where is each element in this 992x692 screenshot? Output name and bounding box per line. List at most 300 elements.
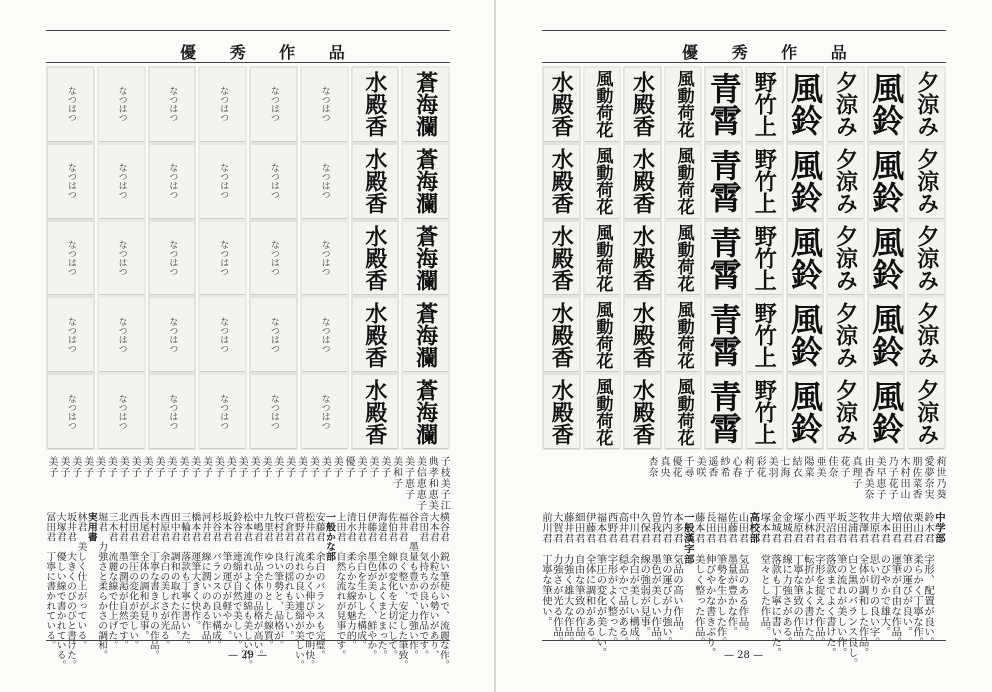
calligraphy-text: なつはつ — [319, 163, 330, 200]
critique-column: 牧澤君 全体が調和した作品。 — [856, 512, 869, 658]
critique-column: 田中君 調和の取れた作品。 — [168, 512, 180, 641]
calligraphy-text: 水殿香 — [361, 148, 388, 215]
name-column: 結衣 — [790, 456, 801, 478]
critique-column: 河井君 線に潤いのある作品。 — [199, 512, 211, 650]
student-names — [46, 456, 450, 510]
critique-column: 大塚君 優しい線で書かれている。 — [54, 512, 66, 670]
calligraphy-work — [150, 68, 195, 142]
calligraphy-text: 水殿香 — [629, 71, 656, 138]
calligraphy-work — [150, 298, 195, 372]
calligraphy-work — [625, 375, 660, 449]
calligraphy-work — [302, 375, 347, 449]
calligraphy-work — [150, 222, 195, 296]
name-column: 朋佐菜香 — [910, 456, 921, 500]
calligraphy-work — [353, 298, 398, 372]
gallery-column — [786, 66, 825, 450]
name-column: 莉子 — [742, 456, 753, 478]
calligraphy-work — [99, 298, 144, 372]
calligraphy-text: なつはつ — [65, 163, 76, 200]
calligraphy-work — [666, 298, 701, 372]
footer-rule — [46, 640, 450, 641]
calligraphy-text: 風動荷花 — [673, 223, 694, 292]
calligraphy-text: 夕涼み — [913, 71, 940, 138]
calligraphy-text: 蒼海瀾 — [412, 224, 439, 291]
calligraphy-text: 風動荷花 — [673, 300, 694, 369]
calligraphy-work — [828, 298, 863, 372]
name-column: 遥香 — [706, 456, 717, 478]
calligraphy-text: 青霄 — [704, 72, 743, 137]
calligraphy-text: 風鈴 — [867, 72, 906, 137]
calligraphy-work — [585, 375, 620, 449]
name-column: 真理子 — [850, 456, 861, 489]
calligraphy-text: なつはつ — [268, 163, 279, 200]
name-column: 美羽 — [766, 456, 777, 478]
name-column: 美子 — [366, 456, 378, 478]
calligraphy-work — [99, 68, 144, 142]
calligraphy-text: 水殿香 — [629, 224, 656, 291]
page-title: 優 秀 作 品 — [180, 43, 359, 62]
critique-column: 西田君 筆圧の変化が美しい。 — [127, 512, 139, 650]
critique-column: 上田君 自然な流れが見事です。 — [334, 512, 346, 660]
calligraphy-work — [99, 145, 144, 219]
calligraphy-text: 水殿香 — [548, 71, 575, 138]
critique-column: 北村君 墨の潤渇が自然です。 — [116, 512, 128, 650]
gallery-column — [249, 66, 298, 450]
calligraphy-text: なつはつ — [167, 86, 178, 123]
calligraphy-text: なつはつ — [218, 239, 229, 276]
calligraphy-work — [909, 222, 944, 296]
critique-column: 牧村君 良い筆勢と、品格が。 — [272, 512, 284, 650]
calligraphy-text: 風鈴 — [867, 302, 906, 367]
calligraphy-text: なつはつ — [319, 86, 330, 123]
critique-column: 林君 美しく仕上がっている。 — [75, 512, 87, 650]
critique-column: 藤本君 美しく整った作品。 — [692, 512, 705, 648]
calligraphy-work — [403, 68, 448, 142]
header-rule — [542, 30, 946, 31]
gallery-column — [664, 66, 703, 450]
calligraphy-work — [353, 375, 398, 449]
calligraphy-work — [403, 222, 448, 296]
name-column: 優花 — [670, 456, 681, 478]
calligraphy-text: 野竹上 — [751, 148, 778, 215]
calligraphy-work — [666, 222, 701, 296]
calligraphy-text: なつはつ — [268, 393, 279, 430]
calligraphy-work — [544, 222, 579, 296]
calligraphy-text: なつはつ — [116, 393, 127, 430]
calligraphy-text: 蒼海瀾 — [412, 148, 439, 215]
section-heading: 中学部 — [932, 512, 945, 544]
critique-column: 高井君 穏やかで品がある。 — [616, 512, 629, 648]
critique-column: 冨田君 丁寧に書かれている。 — [44, 512, 56, 650]
calligraphy-work — [48, 145, 93, 219]
calligraphy-text: なつはつ — [116, 239, 127, 276]
calligraphy-work — [544, 298, 579, 372]
calligraphy-text: なつはつ — [167, 393, 178, 430]
calligraphy-work — [625, 68, 660, 142]
name-column: 美子 — [354, 456, 366, 478]
calligraphy-text: 風動荷花 — [673, 147, 694, 216]
calligraphy-work — [200, 145, 245, 219]
calligraphy-work — [302, 298, 347, 372]
critique-column: 松井君 柔らかく伸びやかで明快。 — [303, 512, 315, 670]
critique-column: 長田君 伸びやかな書きぶり。 — [703, 512, 716, 658]
calligraphy-text: 風動荷花 — [592, 147, 613, 216]
title-rule — [542, 62, 946, 63]
critique-column: 藤井君 力強く雄大な作品。 — [561, 512, 574, 648]
name-column: 美子 — [319, 456, 331, 478]
critique-column: 坂本君 筆の運びが軽やか。 — [220, 512, 232, 641]
name-column: 七海 — [778, 456, 789, 478]
calligraphy-work — [869, 145, 904, 219]
calligraphy-text: 風動荷花 — [592, 300, 613, 369]
gallery-column — [745, 66, 784, 450]
calligraphy-work — [869, 68, 904, 142]
page-number: — 28 — — [724, 650, 764, 661]
name-column: 美子 — [188, 456, 200, 478]
calligraphy-text: なつはつ — [65, 86, 76, 123]
critique-column: 松本君 流れよく連綿も美しい作。 — [241, 512, 253, 670]
calligraphy-text: 夕涼み — [913, 378, 940, 445]
name-column: 美子 — [248, 456, 259, 478]
critique-column: 鈴木君 字形、配置が良い。 — [922, 512, 935, 648]
critique-column: 中嶋君 作品全体の品格が高い。 — [251, 512, 263, 660]
calligraphy-work — [666, 145, 701, 219]
critique-column: 海達君 全体がよくまとまった。 — [375, 512, 387, 660]
calligraphy-text: 風動荷花 — [673, 70, 694, 139]
critique-column: 依田君 筆の運びが良い。 — [900, 512, 913, 637]
gallery-column — [623, 66, 662, 450]
calligraphy-work — [403, 145, 448, 219]
calligraphy-work — [353, 145, 398, 219]
calligraphy-work — [747, 222, 782, 296]
calligraphy-work — [909, 298, 944, 372]
critique-column: 芝浦君 白と黒のバランス良し。 — [845, 512, 858, 669]
name-column: 美子 — [378, 456, 390, 478]
calligraphy-work — [785, 68, 824, 142]
name-column: 美子 — [57, 456, 69, 478]
calligraphy-work — [150, 375, 195, 449]
critique-column: 細田君 自由な筆致の作品。 — [572, 512, 585, 648]
calligraphy-text: 水殿香 — [629, 148, 656, 215]
calligraphy-text: なつはつ — [268, 86, 279, 123]
calligraphy-work — [869, 222, 904, 296]
calligraphy-work — [666, 68, 701, 142]
critique-column: 佐伯君 線の変化を大切にして。 — [386, 512, 398, 660]
critique-column: 山田君 気品のある作品。 — [736, 512, 749, 637]
critique-column: 音田君 気持ちの良い作品です。 — [417, 512, 429, 660]
calligraphy-work — [353, 222, 398, 296]
calligraphy-text: 風鈴 — [785, 379, 824, 444]
critique-column: 福田君 筆勢を生かした作。 — [714, 512, 727, 648]
name-column: 愛夢奈実 — [922, 456, 933, 500]
calligraphy-work — [200, 222, 245, 296]
calligraphy-text: 水殿香 — [548, 224, 575, 291]
critique-column: 曽我君 墨色が美しい作品。 — [649, 512, 662, 648]
name-column: 由香美奈 — [862, 456, 873, 500]
calligraphy-work — [747, 375, 782, 449]
calligraphy-work — [706, 375, 741, 449]
calligraphy-text: 夕涼み — [832, 148, 859, 215]
name-column: 美子 — [93, 456, 105, 478]
calligraphy-text: 風鈴 — [785, 225, 824, 290]
calligraphy-text: 水殿香 — [361, 71, 388, 138]
name-column: 莉世乃葵 — [934, 456, 945, 500]
name-column: 亜美 — [814, 456, 825, 478]
critique-column: 戸倉君 行の揺れも美しい。 — [282, 512, 294, 641]
name-column: 優子 — [343, 456, 355, 478]
calligraphy-text: なつはつ — [65, 393, 76, 430]
calligraphy-work — [747, 145, 782, 219]
calligraphy-work — [48, 68, 93, 142]
critique-column: 横谷君 鋭い筆使いで、流麗な作。 — [437, 512, 449, 670]
calligraphy-text: なつはつ — [116, 163, 127, 200]
critique-column: 大本君 のびやかで雄大。 — [878, 512, 891, 637]
name-column: 花子 — [838, 456, 849, 478]
calligraphy-text: 風動荷花 — [592, 223, 613, 292]
name-column: 美子 — [212, 456, 224, 478]
critique-column: 安藤君 余白のバランスも完璧。 — [313, 512, 325, 660]
critique-column: 中川君 余白が美しい構成。 — [627, 512, 640, 648]
gallery-column — [542, 66, 581, 450]
calligraphy-text: なつはつ — [319, 239, 330, 276]
calligraphy-work — [706, 222, 741, 296]
name-column: 彩花 — [754, 456, 765, 478]
calligraphy-text: 水殿香 — [548, 148, 575, 215]
student-names — [542, 456, 946, 510]
name-column: 美子 — [200, 456, 212, 478]
gallery-column — [351, 66, 400, 450]
page-number: — 29 — — [228, 650, 268, 661]
gallery-column — [401, 66, 450, 450]
name-column: 美信恵恵子 — [414, 456, 426, 511]
calligraphy-work — [909, 68, 944, 142]
name-column: 佳奈 — [826, 456, 837, 478]
critique-column: 大賀君 力強さが光る作品。 — [550, 512, 563, 648]
calligraphy-work — [909, 375, 944, 449]
calligraphy-text: なつはつ — [268, 239, 279, 276]
critique-column: 大本君 小粒ながら勢いがあり、 — [427, 512, 439, 660]
critique-column: 栗山君 柔らかく丁寧な作。 — [911, 512, 924, 648]
calligraphy-work — [706, 298, 741, 372]
name-column: 美子 — [307, 456, 319, 478]
calligraphy-work — [99, 222, 144, 296]
calligraphy-text: 風動荷花 — [592, 70, 613, 139]
calligraphy-text: 青霄 — [704, 302, 743, 367]
gallery-column — [198, 66, 247, 450]
calligraphy-text: 野竹上 — [751, 378, 778, 445]
critique-column: 鈴谷君 連綿が自然で美しい。 — [230, 512, 242, 650]
calligraphy-text: 夕涼み — [913, 148, 940, 215]
calligraphy-work — [828, 145, 863, 219]
critique-column: 三木君 流麗な線で仕上げた。 — [106, 512, 118, 650]
section-heading: 一般漢字部 — [681, 512, 694, 565]
calligraphy-text: 夕涼み — [832, 224, 859, 291]
calligraphy-text: 風鈴 — [867, 149, 906, 214]
calligraphy-text: 風動荷花 — [673, 377, 694, 446]
calligraphy-text: 水殿香 — [629, 301, 656, 368]
calligraphy-text: なつはつ — [218, 393, 229, 430]
name-column: 美子 — [105, 456, 117, 478]
name-column: 美子 — [152, 456, 164, 478]
calligraphy-work — [869, 298, 904, 372]
calligraphy-text: なつはつ — [218, 316, 229, 353]
name-column: 千尋 — [682, 456, 693, 478]
right-page — [496, 0, 992, 692]
calligraphy-work — [48, 298, 93, 372]
name-column: 真央 — [658, 456, 669, 478]
name-column: 陽菜 — [802, 456, 813, 478]
calligraphy-text: 蒼海瀾 — [412, 378, 439, 445]
calligraphy-work — [251, 298, 296, 372]
critique-column: 西原君 余白の美しさが光る。 — [158, 512, 170, 650]
calligraphy-text: なつはつ — [167, 239, 178, 276]
name-column: 美子 — [295, 456, 307, 478]
calligraphy-text: 水殿香 — [361, 224, 388, 291]
calligraphy-text: 水殿香 — [548, 301, 575, 368]
critique-column: 井原君 思い切りの良い字。 — [867, 512, 880, 648]
name-column: 美子 — [271, 456, 283, 478]
calligraphy-text: 青霄 — [704, 225, 743, 290]
calligraphy-text: 青霄 — [704, 379, 743, 444]
calligraphy-work — [828, 68, 863, 142]
name-column: 美子 — [141, 456, 153, 478]
critique-column: 金城君 落款も丁寧に書いた。 — [769, 512, 782, 658]
name-column: 美子 — [46, 456, 57, 478]
calligraphy-text: なつはつ — [116, 86, 127, 123]
critique-column: 九里君 ゆったりとした線質。 — [261, 512, 273, 650]
section-heading: 一般かな部 — [324, 512, 336, 562]
name-column: 杏奈 — [646, 456, 657, 478]
calligraphy-work — [200, 375, 245, 449]
name-column: 美子 — [81, 456, 93, 478]
calligraphy-work — [251, 145, 296, 219]
calligraphy-text: 水殿香 — [361, 378, 388, 445]
critique-column: 日井君 余白を生かした構成。 — [355, 512, 367, 650]
calligraphy-work — [785, 222, 824, 296]
section-heading: 実用書 — [85, 512, 97, 542]
name-column: 典孝和恵美 — [426, 456, 438, 511]
calligraphy-work — [200, 68, 245, 142]
calligraphy-text: 風鈴 — [785, 72, 824, 137]
name-column: 美子 — [117, 456, 129, 478]
name-column: 紗希 — [718, 456, 729, 478]
critique-column: 小林君 転折がよく書けた。 — [801, 512, 814, 648]
calligraphy-work — [785, 375, 824, 449]
gallery-column — [300, 66, 349, 450]
calligraphy-text: 風鈴 — [867, 379, 906, 444]
name-column: 美子 — [283, 456, 295, 478]
calligraphy-work — [403, 375, 448, 449]
calligraphy-text: なつはつ — [218, 163, 229, 200]
calligraphy-text: 風鈴 — [785, 149, 824, 214]
calligraphy-text: 風鈴 — [785, 302, 824, 367]
calligraphy-text: 夕涼み — [832, 378, 859, 445]
name-column: 木村田山 — [898, 456, 909, 500]
calligraphy-work — [828, 375, 863, 449]
critique-column: 木村君 丁寧な書きぶりの作品。 — [147, 512, 159, 660]
calligraphy-text: 野竹上 — [751, 301, 778, 368]
gallery-column — [704, 66, 743, 450]
name-column: 美咲 — [694, 456, 705, 478]
works-gallery — [542, 66, 946, 450]
calligraphy-work — [785, 145, 824, 219]
critique-column: 伊藤君 墨色が美しく、鮮やか。 — [365, 512, 377, 660]
calligraphy-work — [747, 298, 782, 372]
name-column: 美子 — [69, 456, 81, 478]
works-gallery — [46, 66, 450, 450]
name-column: 美子 — [164, 456, 176, 478]
calligraphy-work — [544, 375, 579, 449]
critique-column: 西野君 字形がよく整った。 — [605, 512, 618, 648]
calligraphy-work — [706, 68, 741, 142]
calligraphy-work — [251, 68, 296, 142]
calligraphy-text: なつはつ — [268, 316, 279, 353]
header-rule — [46, 30, 450, 31]
calligraphy-text: 青霄 — [704, 149, 743, 214]
critique-column: 杉谷君 バランスの良い構成。 — [210, 512, 222, 650]
critique-column: 本多君 気品の高い作品。 — [670, 512, 683, 637]
critique-column: 前川君 丁寧な筆使い。 — [539, 512, 552, 627]
footer-rule — [542, 640, 946, 641]
calligraphy-text: なつはつ — [167, 316, 178, 353]
name-column: 美子 — [236, 456, 248, 478]
calligraphy-work — [585, 298, 620, 372]
calligraphy-work — [251, 375, 296, 449]
calligraphy-work — [785, 298, 824, 372]
critique-column: 西沢君 字形を捉えた作品。 — [812, 512, 825, 648]
critique-column: 増田君 運筆が自由な作品。 — [889, 512, 902, 648]
calligraphy-work — [625, 222, 660, 296]
critique-column: 塚本君 堂々とした作品。 — [758, 512, 771, 637]
calligraphy-work — [48, 222, 93, 296]
critique-column: 堀君 力強さと柔らかさの調和。 — [96, 512, 108, 660]
name-column: 美子 — [259, 456, 271, 478]
calligraphy-work — [625, 298, 660, 372]
calligraphy-text: 蒼海瀾 — [412, 71, 439, 138]
name-column: 美子 — [224, 456, 236, 478]
calligraphy-work — [251, 222, 296, 296]
calligraphy-work — [666, 375, 701, 449]
gallery-column — [97, 66, 146, 450]
critique-column: 坂井君 大きくのびのびと書けた。 — [65, 512, 77, 670]
calligraphy-text: なつはつ — [319, 316, 330, 353]
calligraphy-text: なつはつ — [65, 316, 76, 353]
calligraphy-work — [150, 145, 195, 219]
gallery-column — [148, 66, 197, 450]
name-column: 美子 — [176, 456, 188, 478]
calligraphy-work — [302, 145, 347, 219]
calligraphy-work — [909, 145, 944, 219]
title-rule — [46, 62, 450, 63]
name-column: 美早恵子 — [874, 456, 885, 500]
name-column: 乃子花子 — [886, 456, 897, 500]
calligraphy-work — [353, 68, 398, 142]
critique-column: 橋本君 運筆大きく快作。 — [189, 512, 201, 631]
name-column: 美子恵子 — [402, 456, 414, 500]
critique-column: 金城君 線に力強さがある。 — [780, 512, 793, 648]
calligraphy-work — [585, 145, 620, 219]
calligraphy-work — [302, 222, 347, 296]
name-column: 美子 — [129, 456, 141, 478]
critique-column: 塚原君 丁寧な筆致の作品。 — [791, 512, 804, 648]
critique-column: 清水君 柔らかな線が魅力的。 — [344, 512, 356, 650]
calligraphy-text: なつはつ — [116, 316, 127, 353]
calligraphy-text: 水殿香 — [361, 301, 388, 368]
gallery-column — [826, 66, 865, 450]
calligraphy-work — [585, 222, 620, 296]
calligraphy-text: なつはつ — [167, 163, 178, 200]
name-column: 子枝美子江 — [438, 456, 450, 511]
